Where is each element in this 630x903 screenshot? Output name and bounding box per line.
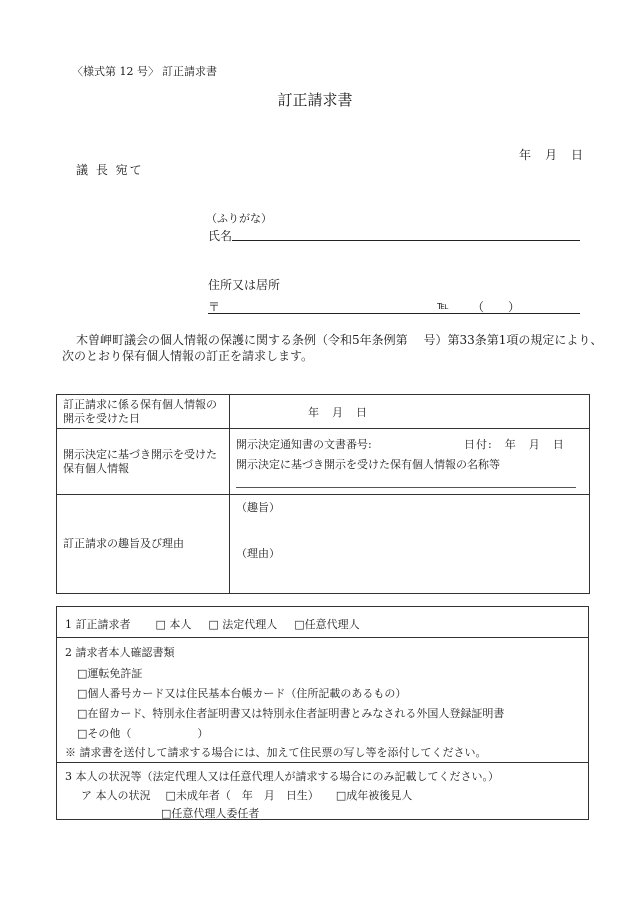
status-minor-option[interactable]: □未成年者（ 年 月 日生） (165, 789, 319, 802)
reason-label: （理由） (236, 547, 280, 560)
doc-number-label: 開示決定通知書の文書番号: (236, 438, 372, 451)
disclosure-date-cell[interactable] (230, 395, 590, 429)
divider (57, 637, 588, 638)
divider (57, 762, 588, 763)
intro-line-1: 木曽岬町議会の個人情報の保護に関する条例（令和5年条例第 号）第33条第1項の規定により、 (76, 333, 603, 347)
request-details-table (56, 394, 590, 594)
name-field[interactable] (232, 240, 580, 241)
purpose-label: （趣旨） (236, 501, 280, 514)
id-doc-residence-card[interactable]: □在留カード、特別永住者証明書又は特別永住者証明書とみなされる外国人登録証明書 (77, 707, 505, 720)
disclosure-date-label: 訂正請求に係る保有個人情報の開示を受けた日 (63, 397, 217, 425)
status-principal-option[interactable]: □任意代理人委任者 (161, 807, 260, 820)
date-line: 年 月 日 (519, 148, 585, 162)
disclosed-info-label-cell (57, 429, 230, 495)
id-doc-my-number-card[interactable]: □個人番号カード又は住民基本台帳カード（住所記載のあるもの） (77, 687, 407, 700)
principal-status-label: ア 本人の状況 (81, 789, 151, 802)
principal-status-line-1 (81, 787, 588, 803)
disclosed-info-cell[interactable] (230, 429, 590, 495)
purpose-reason-label-cell (57, 495, 230, 594)
furigana-label: （ふりがな） (206, 212, 272, 225)
addressee: 議 長 宛て (76, 163, 144, 177)
address-label: 住所又は居所 (208, 278, 281, 292)
disclosure-date-label-cell (57, 395, 230, 429)
id-docs-note: ※ 請求書を送付して請求する場合には、加えて住民票の写し等を添付してください。 (65, 746, 487, 759)
id-doc-drivers-license[interactable]: □運転免許証 (77, 667, 143, 680)
disclosed-info-label: 開示決定に基づき開示を受けた保有個人情報 (63, 447, 217, 475)
name-label: 氏名 (208, 229, 233, 243)
requester-info-box (56, 606, 589, 820)
info-name-label: 開示決定に基づき開示を受けた保有個人情報の名称等 (236, 458, 500, 471)
principal-status-title: 3 本人の状況等（法定代理人又は任意代理人が請求する場合にのみ記載してください。） (65, 770, 499, 783)
status-ward-option[interactable]: □成年被後見人 (335, 789, 413, 802)
purpose-reason-cell[interactable] (230, 495, 590, 594)
id-doc-other[interactable]: □その他（ ） (77, 727, 209, 740)
requester-option-legal-agent[interactable]: □ 法定代理人 (208, 618, 278, 631)
postal-mark: 〒 (208, 300, 221, 314)
form-number: 〈様式第 12 号〉 (72, 65, 159, 78)
requester-option-self[interactable]: □ 本人 (155, 618, 192, 631)
address-field[interactable] (208, 313, 580, 314)
requester-title: 1 訂正請求者 (65, 618, 131, 631)
tel-label: ℡ (437, 299, 449, 312)
disclosure-date-value: 年 月 日 (308, 405, 368, 419)
purpose-reason-label: 訂正請求の趣旨及び理由 (63, 537, 184, 550)
doc-date-label: 日付: 年 月 日 (464, 438, 565, 451)
id-docs-title: 2 請求者本人確認書類 (65, 646, 175, 659)
intro-line-2: 次のとおり保有個人情報の訂正を請求します。 (62, 349, 314, 363)
info-name-field[interactable] (236, 487, 576, 488)
requester-section (65, 616, 588, 632)
requester-option-voluntary-agent[interactable]: □任意代理人 (294, 618, 360, 631)
tel-paren: （ ） (472, 300, 521, 314)
form-name: 訂正請求書 (162, 65, 217, 78)
page-title: 訂正請求書 (277, 91, 353, 109)
